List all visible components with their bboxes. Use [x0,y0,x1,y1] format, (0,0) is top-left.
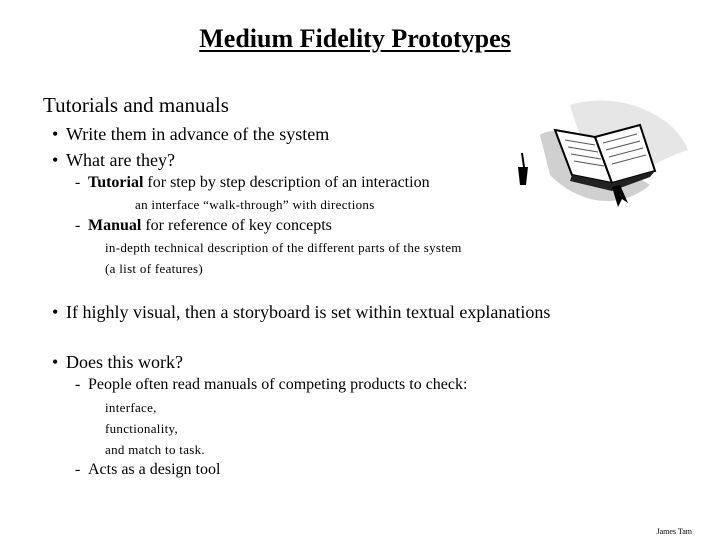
section-heading: Tutorials and manuals [43,93,229,117]
design-tool-line: Acts as a design tool [88,461,221,478]
slide-title: Medium Fidelity Prototypes [199,24,511,53]
open-book-icon [500,95,690,215]
dash-marker: - [75,174,81,191]
manual-line [88,217,332,235]
check-item: and match to task. [105,442,205,457]
bullet-marker: • [52,124,59,144]
dash-marker: - [75,217,81,234]
footer-author: James Tam [656,527,692,536]
check-item: interface, [105,400,157,415]
bullet-what-are-they: What are they? [66,150,175,170]
dash-marker: - [75,376,81,393]
tutorial-detail: an interface “walk-through” with directions [135,197,375,212]
competing-products-line: People often read manuals of competing products to check: [88,376,468,393]
tutorial-description: for step by step description of an interaction [143,174,430,191]
tutorial-term: Tutorial [88,174,144,191]
bullet-does-this-work: Does this work? [66,352,183,372]
bullet-marker: • [52,150,59,170]
check-item: functionality, [105,421,179,436]
bullet-storyboard: If highly visual, then a storyboard is set within textual explanations [66,302,551,322]
manual-detail-line: (a list of features) [105,261,204,276]
bullet-write-in-advance: Write them in advance of the system [66,124,330,144]
manual-detail-line: in-depth technical description of the different parts of the system [105,240,462,255]
bullet-marker: • [52,352,59,372]
tutorial-line [88,174,430,192]
bullet-marker: • [52,302,59,322]
manual-description: for reference of key concepts [141,217,332,234]
manual-term: Manual [88,217,142,234]
dash-marker: - [75,461,81,478]
